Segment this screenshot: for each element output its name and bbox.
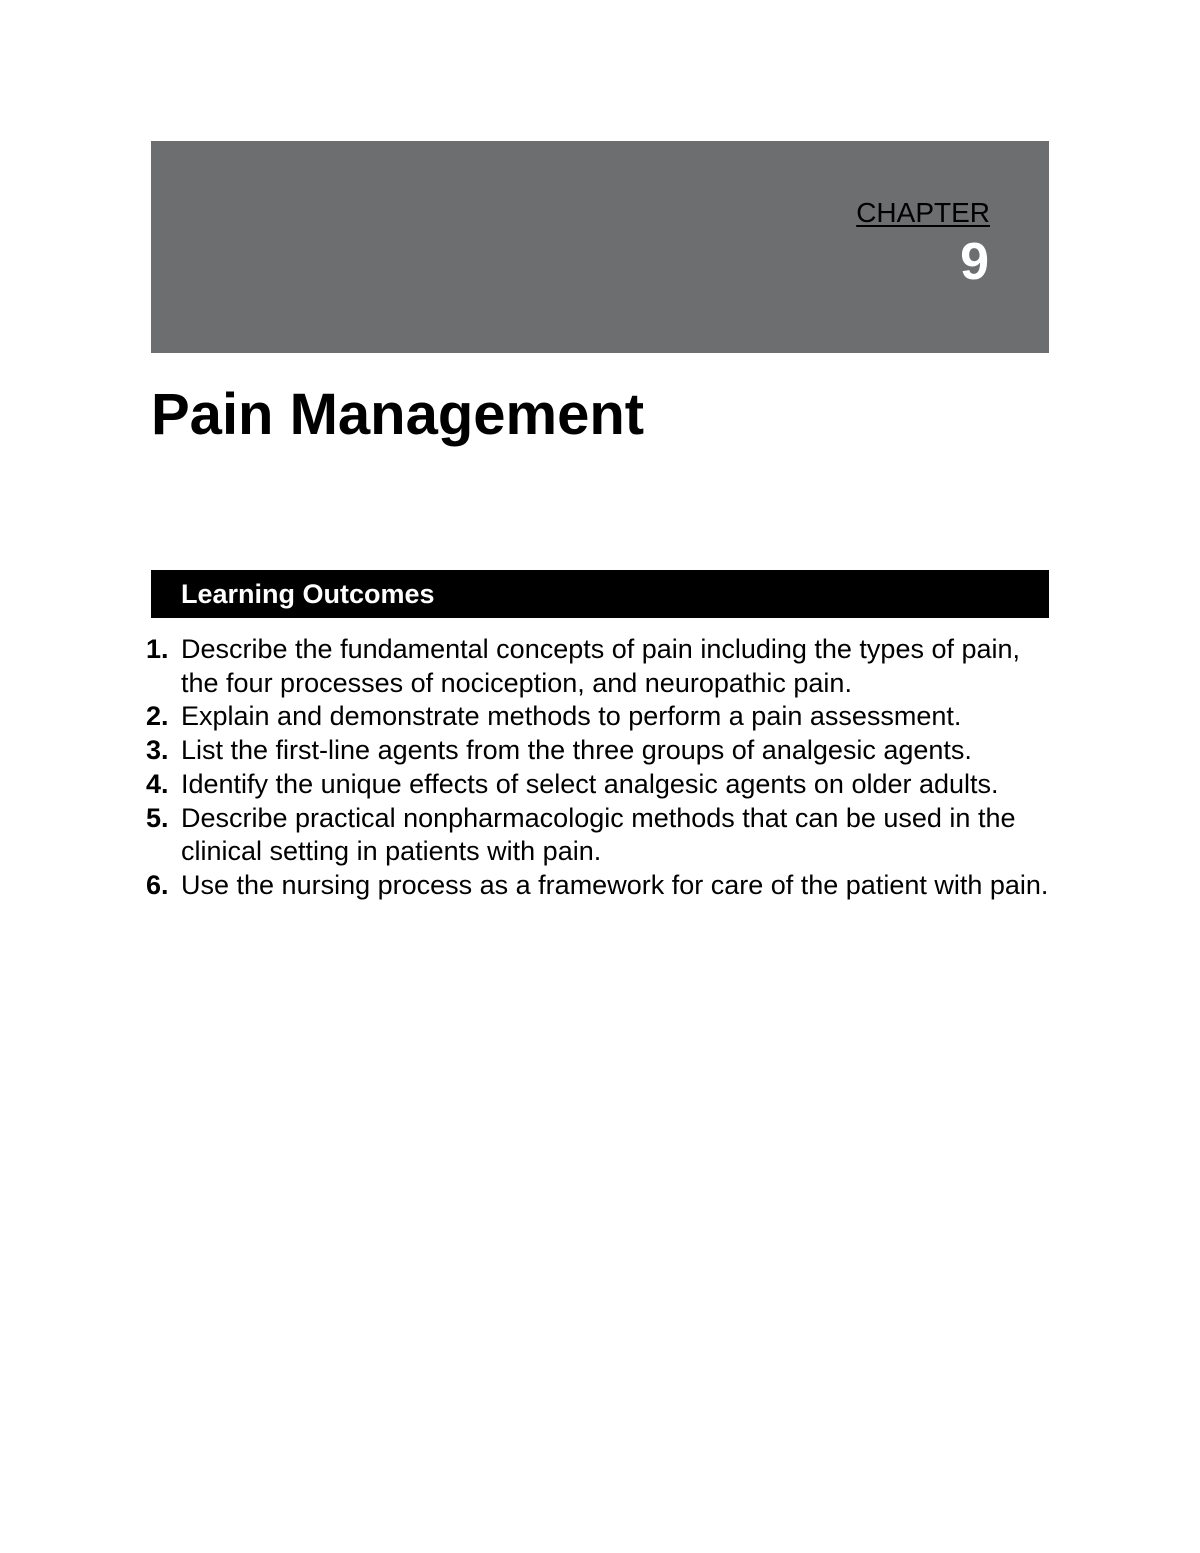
chapter-number: 9: [960, 233, 989, 291]
list-item-text: Describe the fundamental concepts of pain including the types of pain, the four processes of nociception, and neuropathic pain.: [181, 634, 1021, 698]
list-item: [146, 700, 1056, 734]
list-item-text: Use the nursing process as a framework for care of the patient with pain.: [181, 869, 1049, 900]
list-item-number: 4.: [146, 768, 169, 799]
learning-outcomes-header: [151, 570, 1049, 618]
list-item: [146, 734, 1056, 768]
chapter-banner: [151, 141, 1049, 353]
list-item-number: 1.: [146, 634, 169, 664]
list-item-number: 5.: [146, 802, 169, 833]
list-item: [146, 802, 1056, 869]
list-item-text: Explain and demonstrate methods to perform a pain assessment.: [181, 701, 962, 732]
list-item-text: Describe practical nonpharmacologic methods that can be used in the clinical setting in patients with pain.: [181, 802, 1016, 867]
list-item-number: 6.: [146, 869, 169, 900]
list-item: [146, 869, 1056, 903]
list-item-text: List the first-line agents from the three groups of analgesic agents.: [181, 735, 972, 766]
list-item: [146, 633, 1056, 700]
section-heading: Learning Outcomes: [181, 579, 435, 609]
page-title: Pain Management: [151, 382, 645, 447]
learning-outcomes-list: [146, 633, 1056, 903]
chapter-label: CHAPTER: [856, 197, 990, 228]
list-item-number: 2.: [146, 701, 169, 732]
list-item-number: 3.: [146, 735, 169, 766]
list-item-text: Identify the unique effects of select analgesic agents on older adults.: [181, 768, 999, 799]
list-item: [146, 768, 1056, 802]
